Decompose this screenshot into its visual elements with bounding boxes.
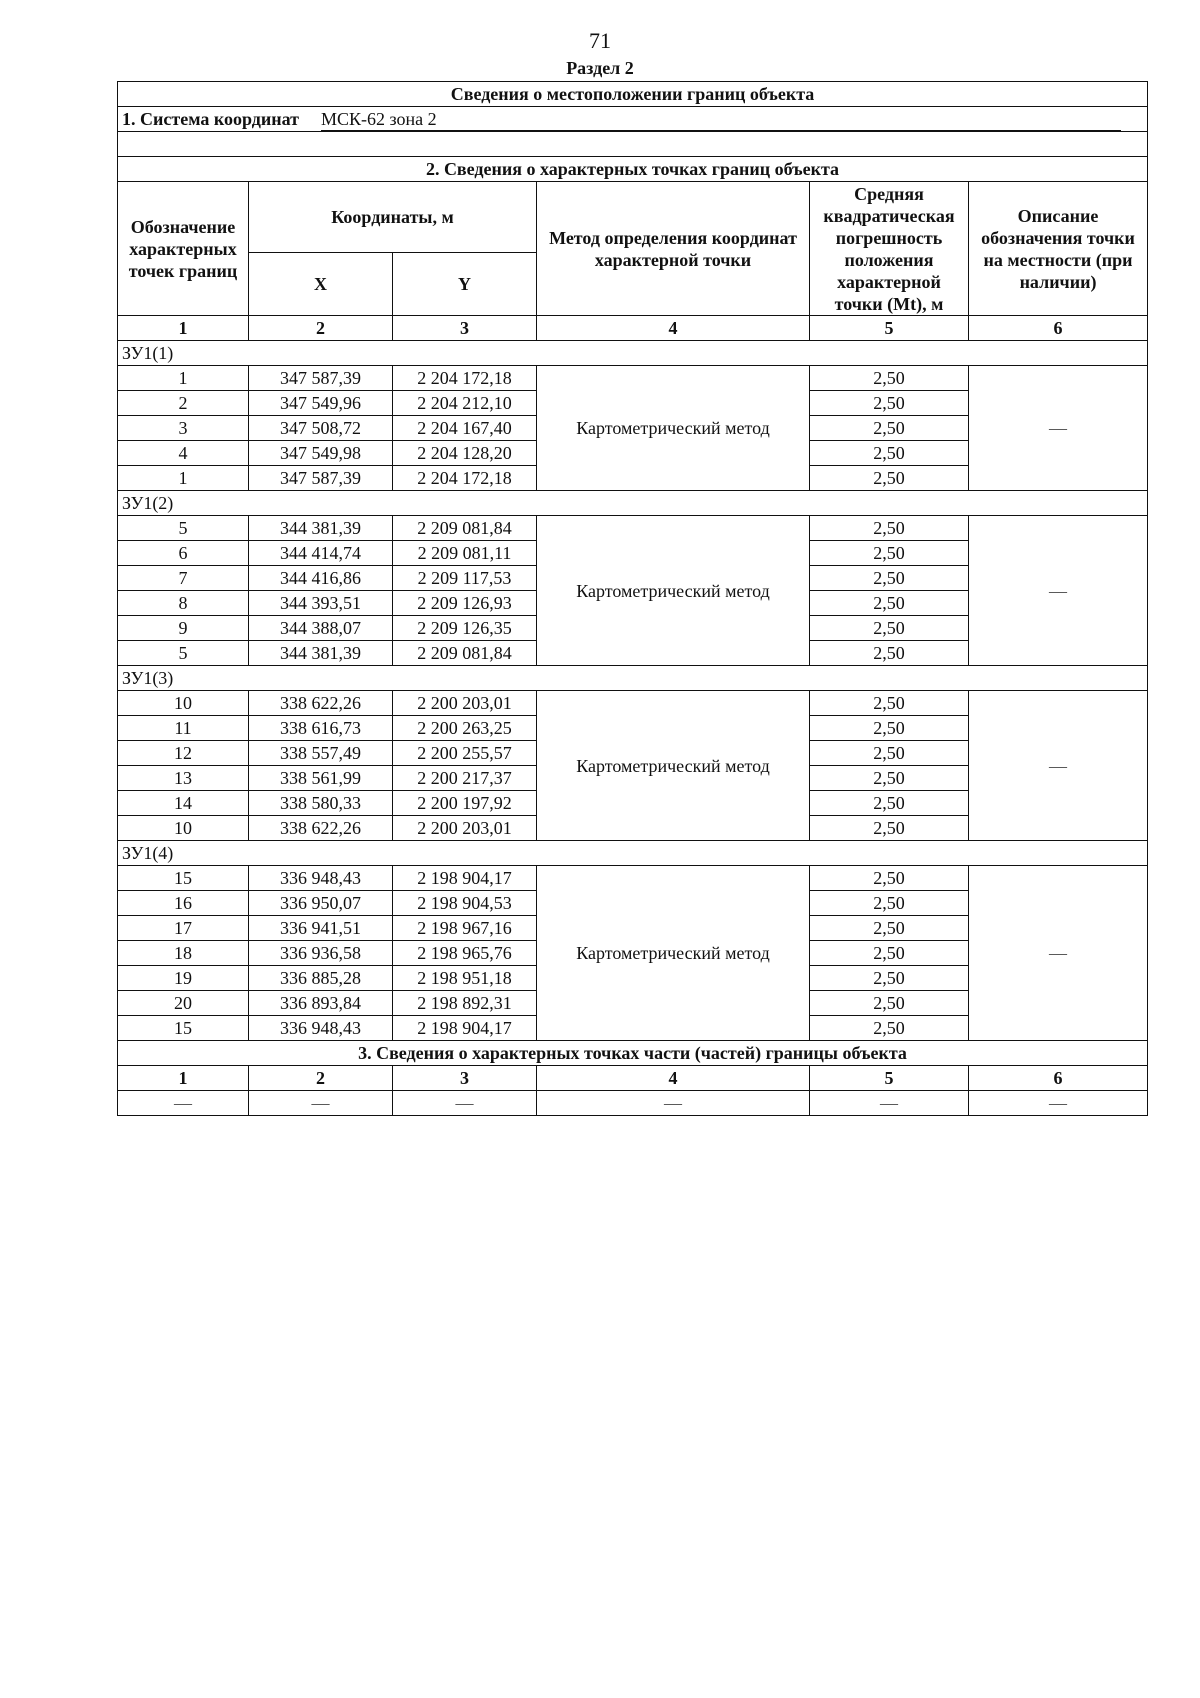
coord-y: 2 198 904,53 [393,891,537,916]
mt-value: 2,50 [810,891,969,916]
header-x: X [249,253,393,316]
point-number: 12 [118,741,249,766]
description-cell: — [969,866,1148,1041]
column-number: 2 [249,316,393,341]
coord-y: 2 204 212,10 [393,391,537,416]
coord-x: 347 549,98 [249,441,393,466]
mt-value: 2,50 [810,741,969,766]
mt-value: 2,50 [810,816,969,841]
coord-y: 2 204 172,18 [393,366,537,391]
coord-y: 2 209 081,84 [393,516,537,541]
point-number: 4 [118,441,249,466]
column-number: 6 [969,1066,1148,1091]
group-header-row [118,491,1148,516]
header-description: Описание обозначения точки на местности (при наличии) [969,182,1148,316]
coord-y: 2 209 126,93 [393,591,537,616]
mt-value: 2,50 [810,766,969,791]
point-number: 6 [118,541,249,566]
parts-cell: — [537,1091,810,1116]
description-cell: — [969,366,1148,491]
column-number: 5 [810,1066,969,1091]
point-number: 2 [118,391,249,416]
mt-value: 2,50 [810,916,969,941]
group-name: ЗУ1(1) [118,341,1148,366]
coord-x: 347 549,96 [249,391,393,416]
points-title-row [118,157,1148,182]
column-number: 4 [537,1066,810,1091]
mt-value: 2,50 [810,466,969,491]
description-cell: — [969,691,1148,841]
mt-value: 2,50 [810,541,969,566]
point-number: 3 [118,416,249,441]
page-number: 71 [589,28,611,53]
coord-y: 2 209 126,35 [393,616,537,641]
parts-title-row [118,1041,1148,1066]
column-numbers-row [118,316,1148,341]
parts-title: 3. Сведения о характерных точках части (частей) границы объекта [118,1041,1148,1066]
coord-x: 336 893,84 [249,991,393,1016]
coord-y: 2 200 263,25 [393,716,537,741]
group-name: ЗУ1(2) [118,491,1148,516]
coord-x: 344 381,39 [249,516,393,541]
table-row [118,691,1148,716]
coord-system-label: 1. Система координат [122,108,299,129]
description-cell: — [969,516,1148,666]
header-error: Средняя квадратическая погрешность положения характерной точки (Mt), м [810,182,969,316]
coord-y: 2 209 081,11 [393,541,537,566]
coord-x: 347 587,39 [249,366,393,391]
coord-y: 2 204 167,40 [393,416,537,441]
header-y: Y [393,253,537,316]
parts-data-row [118,1091,1148,1116]
column-number: 4 [537,316,810,341]
header-row-1 [118,182,1148,253]
header-designation: Обозначение характерных точек границ [118,182,249,316]
mt-value: 2,50 [810,616,969,641]
coord-x: 336 948,43 [249,1016,393,1041]
method-cell: Картометрический метод [537,516,810,666]
parts-column-numbers-row [118,1066,1148,1091]
main-title-row [118,82,1148,107]
table-row [118,866,1148,891]
coord-x: 336 885,28 [249,966,393,991]
boundary-table [117,81,1148,1116]
point-number: 5 [118,516,249,541]
point-number: 7 [118,566,249,591]
spacer [118,132,1148,157]
table-row [118,366,1148,391]
point-number: 20 [118,991,249,1016]
coord-x: 336 941,51 [249,916,393,941]
point-number: 15 [118,866,249,891]
header-method: Метод определения координат характерной точки [537,182,810,316]
mt-value: 2,50 [810,991,969,1016]
spacer-row [118,132,1148,157]
coord-y: 2 200 203,01 [393,816,537,841]
coord-x: 336 936,58 [249,941,393,966]
column-number: 1 [118,1066,249,1091]
mt-value: 2,50 [810,416,969,441]
mt-value: 2,50 [810,366,969,391]
coord-system-value: МСК-62 зона 2 [321,108,1121,131]
coord-x: 336 950,07 [249,891,393,916]
point-number: 8 [118,591,249,616]
coord-x: 344 414,74 [249,541,393,566]
point-number: 17 [118,916,249,941]
coord-system-row [118,107,1148,132]
header-coordinates: Координаты, м [249,182,537,253]
mt-value: 2,50 [810,516,969,541]
column-number: 3 [393,1066,537,1091]
column-number: 6 [969,316,1148,341]
coord-y: 2 198 904,17 [393,1016,537,1041]
mt-value: 2,50 [810,941,969,966]
column-number: 5 [810,316,969,341]
mt-value: 2,50 [810,391,969,416]
coord-y: 2 198 951,18 [393,966,537,991]
group-name: ЗУ1(4) [118,841,1148,866]
coord-x: 347 587,39 [249,466,393,491]
coord-x: 347 508,72 [249,416,393,441]
coord-x: 338 580,33 [249,791,393,816]
coord-y: 2 198 892,31 [393,991,537,1016]
main-title: Сведения о местоположении границ объекта [118,82,1148,107]
coord-y: 2 200 255,57 [393,741,537,766]
group-name: ЗУ1(3) [118,666,1148,691]
point-number: 16 [118,891,249,916]
method-cell: Картометрический метод [537,366,810,491]
point-number: 5 [118,641,249,666]
mt-value: 2,50 [810,1016,969,1041]
coord-x: 344 416,86 [249,566,393,591]
mt-value: 2,50 [810,441,969,466]
point-number: 10 [118,816,249,841]
method-cell: Картометрический метод [537,866,810,1041]
coord-y: 2 204 128,20 [393,441,537,466]
group-header-row [118,666,1148,691]
section-title: Раздел 2 [566,58,634,78]
mt-value: 2,50 [810,866,969,891]
point-number: 10 [118,691,249,716]
coord-x: 344 388,07 [249,616,393,641]
parts-cell: — [810,1091,969,1116]
parts-cell: — [969,1091,1148,1116]
parts-cell: — [393,1091,537,1116]
mt-value: 2,50 [810,966,969,991]
table-row [118,516,1148,541]
mt-value: 2,50 [810,791,969,816]
group-header-row [118,341,1148,366]
point-number: 19 [118,966,249,991]
mt-value: 2,50 [810,716,969,741]
coord-x: 344 381,39 [249,641,393,666]
coord-y: 2 209 117,53 [393,566,537,591]
point-number: 11 [118,716,249,741]
parts-cell: — [118,1091,249,1116]
coord-system-cell [118,107,1148,132]
point-number: 18 [118,941,249,966]
coord-x: 338 622,26 [249,816,393,841]
mt-value: 2,50 [810,591,969,616]
coord-x: 336 948,43 [249,866,393,891]
mt-value: 2,50 [810,641,969,666]
coord-y: 2 198 967,16 [393,916,537,941]
method-cell: Картометрический метод [537,691,810,841]
point-number: 9 [118,616,249,641]
column-number: 1 [118,316,249,341]
coord-y: 2 198 965,76 [393,941,537,966]
column-number: 2 [249,1066,393,1091]
mt-value: 2,50 [810,566,969,591]
coord-y: 2 200 197,92 [393,791,537,816]
parts-cell: — [249,1091,393,1116]
coord-y: 2 209 081,84 [393,641,537,666]
coord-x: 338 561,99 [249,766,393,791]
coord-x: 338 622,26 [249,691,393,716]
group-header-row [118,841,1148,866]
coord-y: 2 204 172,18 [393,466,537,491]
coord-x: 338 557,49 [249,741,393,766]
coord-x: 344 393,51 [249,591,393,616]
mt-value: 2,50 [810,691,969,716]
point-number: 1 [118,466,249,491]
point-number: 13 [118,766,249,791]
coord-y: 2 200 203,01 [393,691,537,716]
point-number: 15 [118,1016,249,1041]
coord-y: 2 198 904,17 [393,866,537,891]
coord-y: 2 200 217,37 [393,766,537,791]
point-number: 14 [118,791,249,816]
coord-x: 338 616,73 [249,716,393,741]
column-number: 3 [393,316,537,341]
points-title: 2. Сведения о характерных точках границ объекта [118,157,1148,182]
point-number: 1 [118,366,249,391]
